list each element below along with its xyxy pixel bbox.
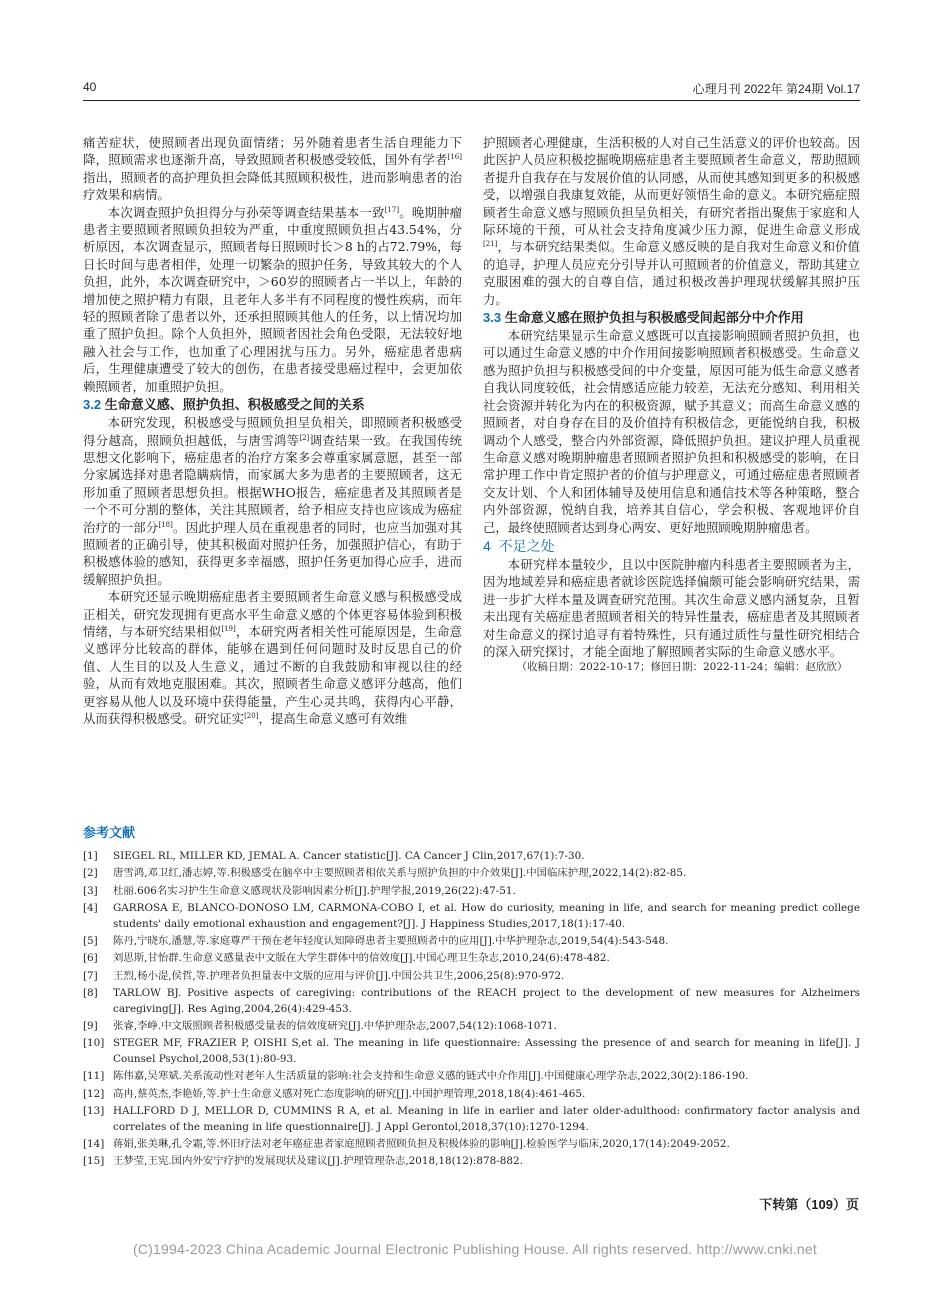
section-heading-3-2: 3.2 生命意义感、照护负担、积极感受之间的关系 bbox=[83, 397, 365, 413]
reference-item bbox=[83, 849, 860, 865]
citation[interactable]: [20] bbox=[244, 711, 259, 720]
paragraph: 本研究还显示晚期癌症患者主要照顾者生命意义感与积极感受成正相关，研究发现拥有更高水平生命意义感的个体更容易体验到积极情绪，与本研究结果相似[19]，本研究两者相关性可能原因是，生命意义感评分比较高的群体，能够在遇到任何问题时及时反思自己的价值、人生目的以及人生意义，通过不断的自我鼓励和审视以往的经验，从而有效地克服困难。其次，照顾者生命意义感评分越高，他们更容易从他人以及环境中获得能量，产生心灵共鸣，获得内心平静，从而获得积极感受。研究证实[20]，提高生命意义感可有效维 bbox=[83, 589, 463, 726]
reference-item bbox=[83, 1069, 860, 1085]
reference-number: [2] bbox=[83, 867, 98, 880]
page-header bbox=[83, 78, 860, 101]
reference-text: 蒋娟,张美琳,孔令霜,等.怀旧疗法对老年癌症患者家庭照顾者照顾负担及积极体验的影响[J].检验医学与临床,2020,17(14):2049-2052. bbox=[113, 1138, 730, 1151]
citation[interactable]: [16] bbox=[447, 153, 462, 162]
reference-item bbox=[83, 901, 860, 933]
reference-item bbox=[83, 986, 860, 1018]
reference-number: [5] bbox=[83, 934, 98, 947]
reference-number: [4] bbox=[83, 901, 98, 914]
right-column bbox=[483, 134, 860, 674]
reference-text: 杜丽.606名实习护生生命意义感现状及影响因素分析[J].护理学报,2019,26(22):47-51. bbox=[113, 884, 516, 897]
reference-text: SIEGEL RL, MILLER KD, JEMAL A. Cancer statistic[J]. CA Cancer J Clin,2017,67(1):7-30. bbox=[113, 850, 585, 862]
reference-text: TARLOW BJ. Positive aspects of caregiving: contributions of the REACH project to the development of new measures for Alzheimers caregiving[J]. Res Aging,2004,26(4):429-453. bbox=[113, 986, 860, 1015]
citation[interactable]: [17] bbox=[384, 205, 400, 214]
reference-text: HALLFORD D J, MELLOR D, CUMMINS R A, et al. Meaning in life in earlier and later older-adulthood: confirmatory factor analysis and correlates of the meaning in life questionnaire[J]. J Appl Gerontol,2018,37(10):1270-1294. bbox=[113, 1104, 860, 1133]
reference-number: [11] bbox=[83, 1070, 105, 1083]
citation[interactable]: [19] bbox=[221, 624, 236, 633]
paragraph: 本研究结果显示生命意义感既可以直接影响照顾者照护负担，也可以通过生命意义感的中介作用间接影响照顾者积极感受。生命意义感为照护负担与积极感受间的中介变量，原因可能为低生命意义感者自我认同度较低，社会情感适应能力较差，无法充分感知、利用相关社会资源并转化为内在的积极资源，赋予其意义；而高生命意义感的照顾者，对自身存在目的及价值持有积极信念，更能悦纳自我，积极调动个人感受，整合内外部资源，降低照护负担。建议护理人员重视生命意义感对晚期肿瘤患者照顾者照护负担和积极感受的影响，在日常护理工作中肯定照护者的价值与护理意义，可通过癌症患者照顾者交友计划、个人和团体辅导及使用信息和通信技术等各种策略，整合内外部资源，悦纳自我，培养其自信心，学会积极、客观地评价自己，最终使照顾者达到身心两安、更好地照顾晚期肿瘤患者。 bbox=[483, 328, 860, 535]
reference-number: [15] bbox=[83, 1155, 105, 1168]
reference-list bbox=[83, 849, 860, 1170]
reference-number: [1] bbox=[83, 850, 98, 862]
references-title: 参考文献 bbox=[83, 825, 136, 840]
reference-item bbox=[83, 934, 860, 950]
paragraph: 本研究发现，积极感受与照顾负担呈负相关，即照顾者积极感受得分越高，照顾负担越低，与唐雪鸿等[2]调查结果一致。在我国传统思想文化影响下，癌症患者的治疗方案多会尊重家属意愿，甚至一部分家属选择对患者隐瞒病情，而家属大多为患者的主要照顾者，这无形加重了照顾者思想负担。根据WHO报告，癌症患者及其照顾者是一个不可分割的整体，关注其照顾者，给予相应支持也应该成为癌症治疗的一部分[18]。因此护理人员在重视患者的同时，也应当加强对其照顾者的正确引导，使其积极面对照护任务，加强照护信心，有助于积极感体验的感知，获得更多幸福感，照护任务更加得心应手，进而缓解照护负担。 bbox=[83, 415, 463, 587]
citation[interactable]: [21] bbox=[483, 240, 498, 249]
reference-item bbox=[83, 951, 860, 967]
reference-text: 王烈,杨小湜,侯哲,等.护理者负担量表中文版的应用与评价[J].中国公共卫生,2006,25(8):970-972. bbox=[113, 969, 565, 982]
paragraph: 护照顾者心理健康，生活积极的人对自己生活意义的评价也较高。因此医护人员应积极挖掘晚期癌症患者主要照顾者生命意义，帮助照顾者提升自我存在与发展价值的认同感，从而使其感知到更多的积极感受，以增强自我康复效能，从而更好领悟生命的意义。本研究癌症照顾者生命意义感与照顾负担呈负相关，有研究者指出聚焦于家庭和人际环境的干预，可从社会支持角度减少压力源，促进生命意义形成[21]，与本研究结果类似。生命意义感反映的是自我对生命意义和价值的追寻，护理人员应充分引导并认可照顾者的价值意义，帮助其建立克服困难的强大的自尊自信，通过积极改善护理现状缓解其照护压力。 bbox=[483, 135, 860, 307]
reference-item bbox=[83, 1087, 860, 1103]
reference-text: 王梦莹,王宪.国内外安宁疗护的发展现状及建议[J].护理管理杂志,2018,18(12):878-882. bbox=[113, 1155, 523, 1168]
reference-text: 高冉,蔡英杰,李艳娇,等.护士生命意义感对死亡态度影响的研究[J].中国护理管理,2018,18(4):461-465. bbox=[113, 1087, 586, 1100]
reference-text: GARROSA E, BLANCO-DONOSO LM, CARMONA-COBO I, et al. How do curiosity, meaning in life, and search for meaning predict college students' daily emotional exhaustion and engagement?[J]. J Happiness Studies,2017,18(1):17-40. bbox=[113, 901, 860, 930]
citation[interactable]: [18] bbox=[158, 520, 173, 529]
reference-item bbox=[83, 866, 860, 882]
paragraph: 本研究样本量较少，且以中医院肿瘤内科患者主要照顾者为主，因为地域差异和癌症患者就诊医院选择偏颇可能会影响研究结果，需进一步扩大样本量及调查研究范围。其次生命意义感内涵复杂，且暂未出现有关癌症患者照顾者相关的特异性量表，癌症患者及其照顾者对生命意义的探讨追寻有着特殊性，只有通过质性与量性研究相结合的深入研究探讨，才能全面地了解照顾者实际的生命意义感水平。 bbox=[483, 556, 860, 659]
paragraph: 本次调查照护负担得分与孙荣等调查结果基本一致[17]。晚期肿瘤患者主要照顾者照顾负担较为严重，中重度照顾负担占43.54%，分析原因，本次调查显示，照顾者每日照顾时长＞8 h的占72.79%，每日长时间与患者相伴，处理一切繁杂的照护任务，导致其较大的个人负担，此外，本次调查研究中，＞60岁的照顾者占一半以上，年龄的增加使之照护精力有限，且老年人多半有不同程度的慢性疾病，而年轻的照顾者除了患者以外，还承担照顾其他人的任务，以上情况均加重了照护负担。除个人负担外，照顾者因社会角色受限，无法较好地融入社会与工作，也加重了心理困扰与压力。另外，癌症患者患病后，生理健康遭受了较大的创伤，在患者接受患癌过程中，会更加依赖照顾者，加重照护负担。 bbox=[83, 204, 463, 394]
reference-text: 张睿,李峥.中文版照顾者积极感受量表的信效度研究[J].中华护理杂志,2007,54(12):1068-1071. bbox=[113, 1019, 557, 1032]
journal-info: 心理月刊 2022年 第24期 Vol.17 bbox=[692, 82, 860, 96]
reference-text: 陈丹,宁晓东,潘慧,等.家庭尊严干预在老年轻度认知障碍患者主要照顾者中的应用[J].中华护理杂志,2019,54(4):543-548. bbox=[113, 934, 669, 947]
copyright-footer: (C)1994-2023 China Academic Journal Electronic Publishing House. All rights reserved. http://www.cnki.net bbox=[133, 1241, 817, 1257]
section-heading-4: 4 不足之处 bbox=[483, 537, 555, 554]
reference-number: [7] bbox=[83, 969, 98, 982]
reference-text: 刘思斯,甘怡群.生命意义感量表中文版在大学生群体中的信效度[J].中国心理卫生杂志,2010,24(6):478-482. bbox=[113, 952, 610, 965]
reference-item bbox=[83, 884, 860, 900]
reference-number: [9] bbox=[83, 1019, 98, 1032]
article-dates: （收稿日期：2022-10-17；修回日期：2022-11-24；编辑：赵欣欣） bbox=[516, 661, 848, 674]
reference-item bbox=[83, 1036, 860, 1068]
left-column bbox=[83, 134, 462, 727]
paragraph: 痛苦症状，使照顾者出现负面情绪；另外随着患者生活自理能力下降，照顾需求也逐渐升高，导致照顾者积极感受较低，国外有学者[16]指出，照顾者的高护理负担会降低其照顾积极性，进而影响患者的治疗效果和病情。 bbox=[83, 135, 462, 203]
reference-text: STEGER MF, FRAZIER P, OISHI S,et al. The meaning in life questionnaire: Assessing the presence of and search for meaning in life[J]. J Counsel Psychol,2008,53(1):80-93. bbox=[113, 1037, 860, 1066]
citation[interactable]: [2] bbox=[299, 433, 310, 442]
reference-text: 唐雪鸿,邓卫红,潘志婷,等.积极感受在脑卒中主要照顾者相依关系与照护负担的中介效果[J].中国临床护理,2022,14(2):82-85. bbox=[113, 867, 687, 880]
reference-text: 陈伟嘉,吴寒斌.关系流动性对老年人生活质量的影响:社会支持和生命意义感的链式中介作用[J].中国健康心理学杂志,2022,30(2):186-190. bbox=[113, 1070, 749, 1083]
reference-item bbox=[83, 1104, 860, 1136]
reference-number: [6] bbox=[83, 952, 98, 965]
reference-item bbox=[83, 1019, 860, 1035]
reference-number: [10] bbox=[83, 1037, 105, 1050]
reference-number: [12] bbox=[83, 1087, 105, 1100]
reference-item bbox=[83, 969, 860, 985]
reference-number: [14] bbox=[83, 1138, 105, 1151]
reference-number: [3] bbox=[83, 884, 98, 897]
reference-item bbox=[83, 1154, 860, 1170]
section-heading-3-3: 3.3 生命意义感在照护负担与积极感受间起部分中介作用 bbox=[483, 310, 804, 326]
reference-number: [13] bbox=[83, 1104, 105, 1117]
reference-item bbox=[83, 1137, 860, 1153]
continued-note: 下转第（109）页 bbox=[759, 1197, 859, 1212]
page-number: 40 bbox=[83, 80, 97, 94]
references-section bbox=[83, 822, 860, 1172]
reference-number: [8] bbox=[83, 986, 98, 999]
